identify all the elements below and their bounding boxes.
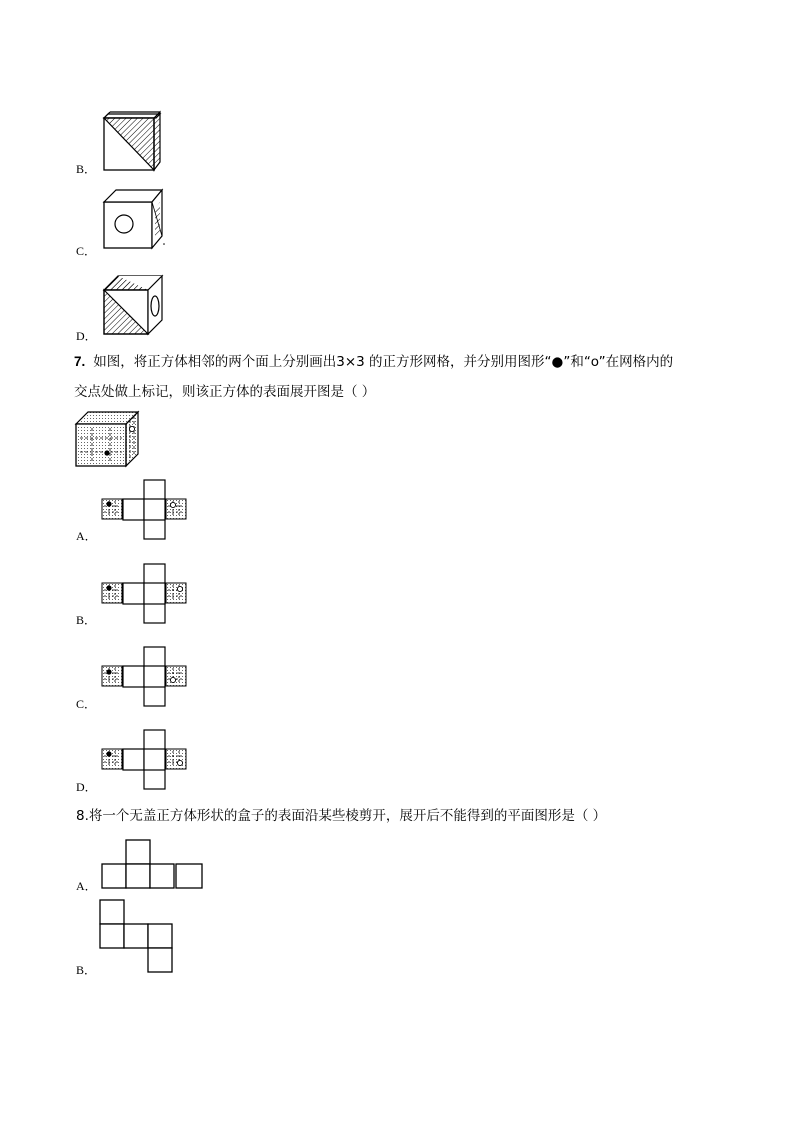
option-label: C． bbox=[76, 244, 97, 258]
q7-net-a-figure bbox=[100, 478, 190, 542]
q7-net-d-figure bbox=[100, 728, 190, 792]
option-label: C． bbox=[76, 697, 97, 711]
q7-cube-figure bbox=[74, 408, 140, 470]
q7-net-b-figure bbox=[100, 562, 190, 626]
option-label: B． bbox=[76, 613, 97, 627]
q7-net-c-figure bbox=[100, 645, 190, 709]
q8-text: 8.将一个无盖正方体形状的盒子的表面沿某些棱剪开，展开后不能得到的平面图形是（ ） bbox=[76, 808, 607, 824]
q8-net-b-figure bbox=[98, 898, 178, 976]
option-label: D． bbox=[76, 329, 97, 343]
option-label: B． bbox=[76, 162, 97, 176]
q7-text: 如图，将正方体相邻的两个面上分别画出3×3 的正方形网格，并分别用图形“●”和“o”在网格内的 bbox=[93, 354, 674, 370]
q7-number: 7. bbox=[74, 354, 86, 369]
option-label: A． bbox=[76, 879, 97, 893]
q8-net-a-figure bbox=[100, 838, 206, 892]
option-label: D． bbox=[76, 780, 97, 794]
q6-cube-d-figure bbox=[100, 272, 164, 338]
option-label: A． bbox=[76, 529, 97, 543]
q6-cube-b-figure bbox=[100, 110, 164, 174]
q7-text-line2: 交点处做上标记，则该正方体的表面展开图是（ ） bbox=[74, 384, 376, 400]
q7-text-line1 bbox=[74, 352, 673, 372]
q6-cube-c-figure bbox=[100, 188, 168, 252]
option-label: B． bbox=[76, 963, 97, 977]
